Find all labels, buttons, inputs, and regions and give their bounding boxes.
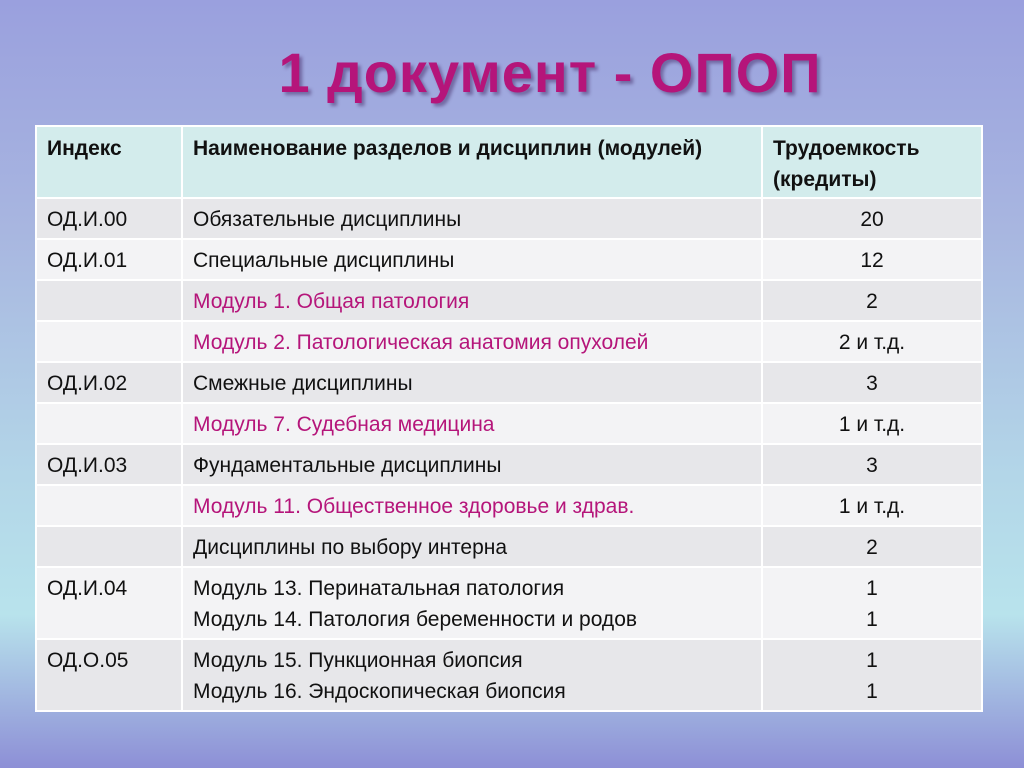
cell-credits-line: 12 (860, 249, 884, 272)
cell-credits (762, 239, 982, 280)
cell-name (182, 321, 762, 362)
cell-credits-line: 3 (866, 372, 878, 395)
table-row (36, 280, 982, 321)
cell-credits (762, 485, 982, 526)
cell-name (182, 280, 762, 321)
cell-name-line: Модуль 1. Общая патология (193, 290, 470, 313)
cell-name (182, 403, 762, 444)
cell-credits-line: 1 (866, 608, 878, 631)
cell-credits-line: 1 (866, 577, 878, 600)
cell-credits-line: 1 и т.д. (838, 495, 906, 518)
cell-name-line: Дисциплины по выбору интерна (193, 536, 508, 559)
cell-credits (762, 444, 982, 485)
table-row (36, 639, 982, 711)
cell-index (36, 321, 182, 362)
cell-index: ОД.И.04 (36, 567, 182, 639)
cell-name (182, 239, 762, 280)
cell-credits-line: 1 (866, 649, 878, 672)
opop-table (35, 125, 983, 712)
table-row (36, 403, 982, 444)
cell-index (36, 280, 182, 321)
table-row (36, 485, 982, 526)
table-row (36, 321, 982, 362)
cell-credits (762, 362, 982, 403)
cell-index (36, 403, 182, 444)
header-index: Индекс (36, 126, 182, 198)
cell-credits (762, 567, 982, 639)
cell-name (182, 198, 762, 239)
cell-credits (762, 639, 982, 711)
cell-credits-line: 3 (866, 454, 878, 477)
cell-index: ОД.И.03 (36, 444, 182, 485)
cell-name (182, 444, 762, 485)
cell-index: ОД.И.00 (36, 198, 182, 239)
slide-title: 1 документ - ОПОП (278, 41, 822, 104)
cell-name-line: Модуль 2. Патологическая анатомия опухолей (193, 331, 649, 354)
cell-name-line: Модуль 15. Пункционная биопсия (193, 649, 523, 672)
cell-name-line: Смежные дисциплины (193, 372, 413, 395)
table-row (36, 567, 982, 639)
cell-name (182, 567, 762, 639)
cell-name-line: Модуль 11. Общественное здоровье и здрав. (193, 495, 635, 518)
cell-name (182, 485, 762, 526)
cell-name-line: Модуль 14. Патология беременности и родов (193, 608, 638, 631)
header-row (36, 126, 982, 198)
cell-credits (762, 198, 982, 239)
table-row (36, 198, 982, 239)
header-name: Наименование разделов и дисциплин (модулей) (182, 126, 762, 198)
cell-name (182, 526, 762, 567)
cell-credits-line: 1 (866, 680, 878, 703)
cell-credits (762, 526, 982, 567)
cell-credits (762, 280, 982, 321)
cell-name-line: Модуль 7. Судебная медицина (193, 413, 495, 436)
cell-name (182, 362, 762, 403)
cell-index (36, 526, 182, 567)
cell-credits (762, 403, 982, 444)
cell-name-line: Модуль 13. Перинатальная патология (193, 577, 565, 600)
table-body (36, 198, 982, 711)
cell-credits-line: 1 и т.д. (838, 413, 906, 436)
cell-name (182, 639, 762, 711)
cell-name-line: Специальные дисциплины (193, 249, 455, 272)
cell-name-line: Модуль 16. Эндоскопическая биопсия (193, 680, 566, 703)
cell-name-line: Обязательные дисциплины (193, 208, 462, 231)
table-row (36, 239, 982, 280)
table-row (36, 362, 982, 403)
header-credits: Трудоемкость (кредиты) (762, 126, 982, 198)
cell-credits-line: 2 (866, 536, 878, 559)
table-row (36, 526, 982, 567)
cell-index: ОД.И.01 (36, 239, 182, 280)
cell-credits-line: 2 (866, 290, 878, 313)
cell-index: ОД.О.05 (36, 639, 182, 711)
cell-name-line: Фундаментальные дисциплины (193, 454, 502, 477)
cell-index: ОД.И.02 (36, 362, 182, 403)
table-row (36, 444, 982, 485)
cell-credits (762, 321, 982, 362)
table-header (36, 126, 982, 198)
cell-index (36, 485, 182, 526)
cell-credits-line: 2 и т.д. (838, 331, 906, 354)
cell-credits-line: 20 (860, 208, 884, 231)
